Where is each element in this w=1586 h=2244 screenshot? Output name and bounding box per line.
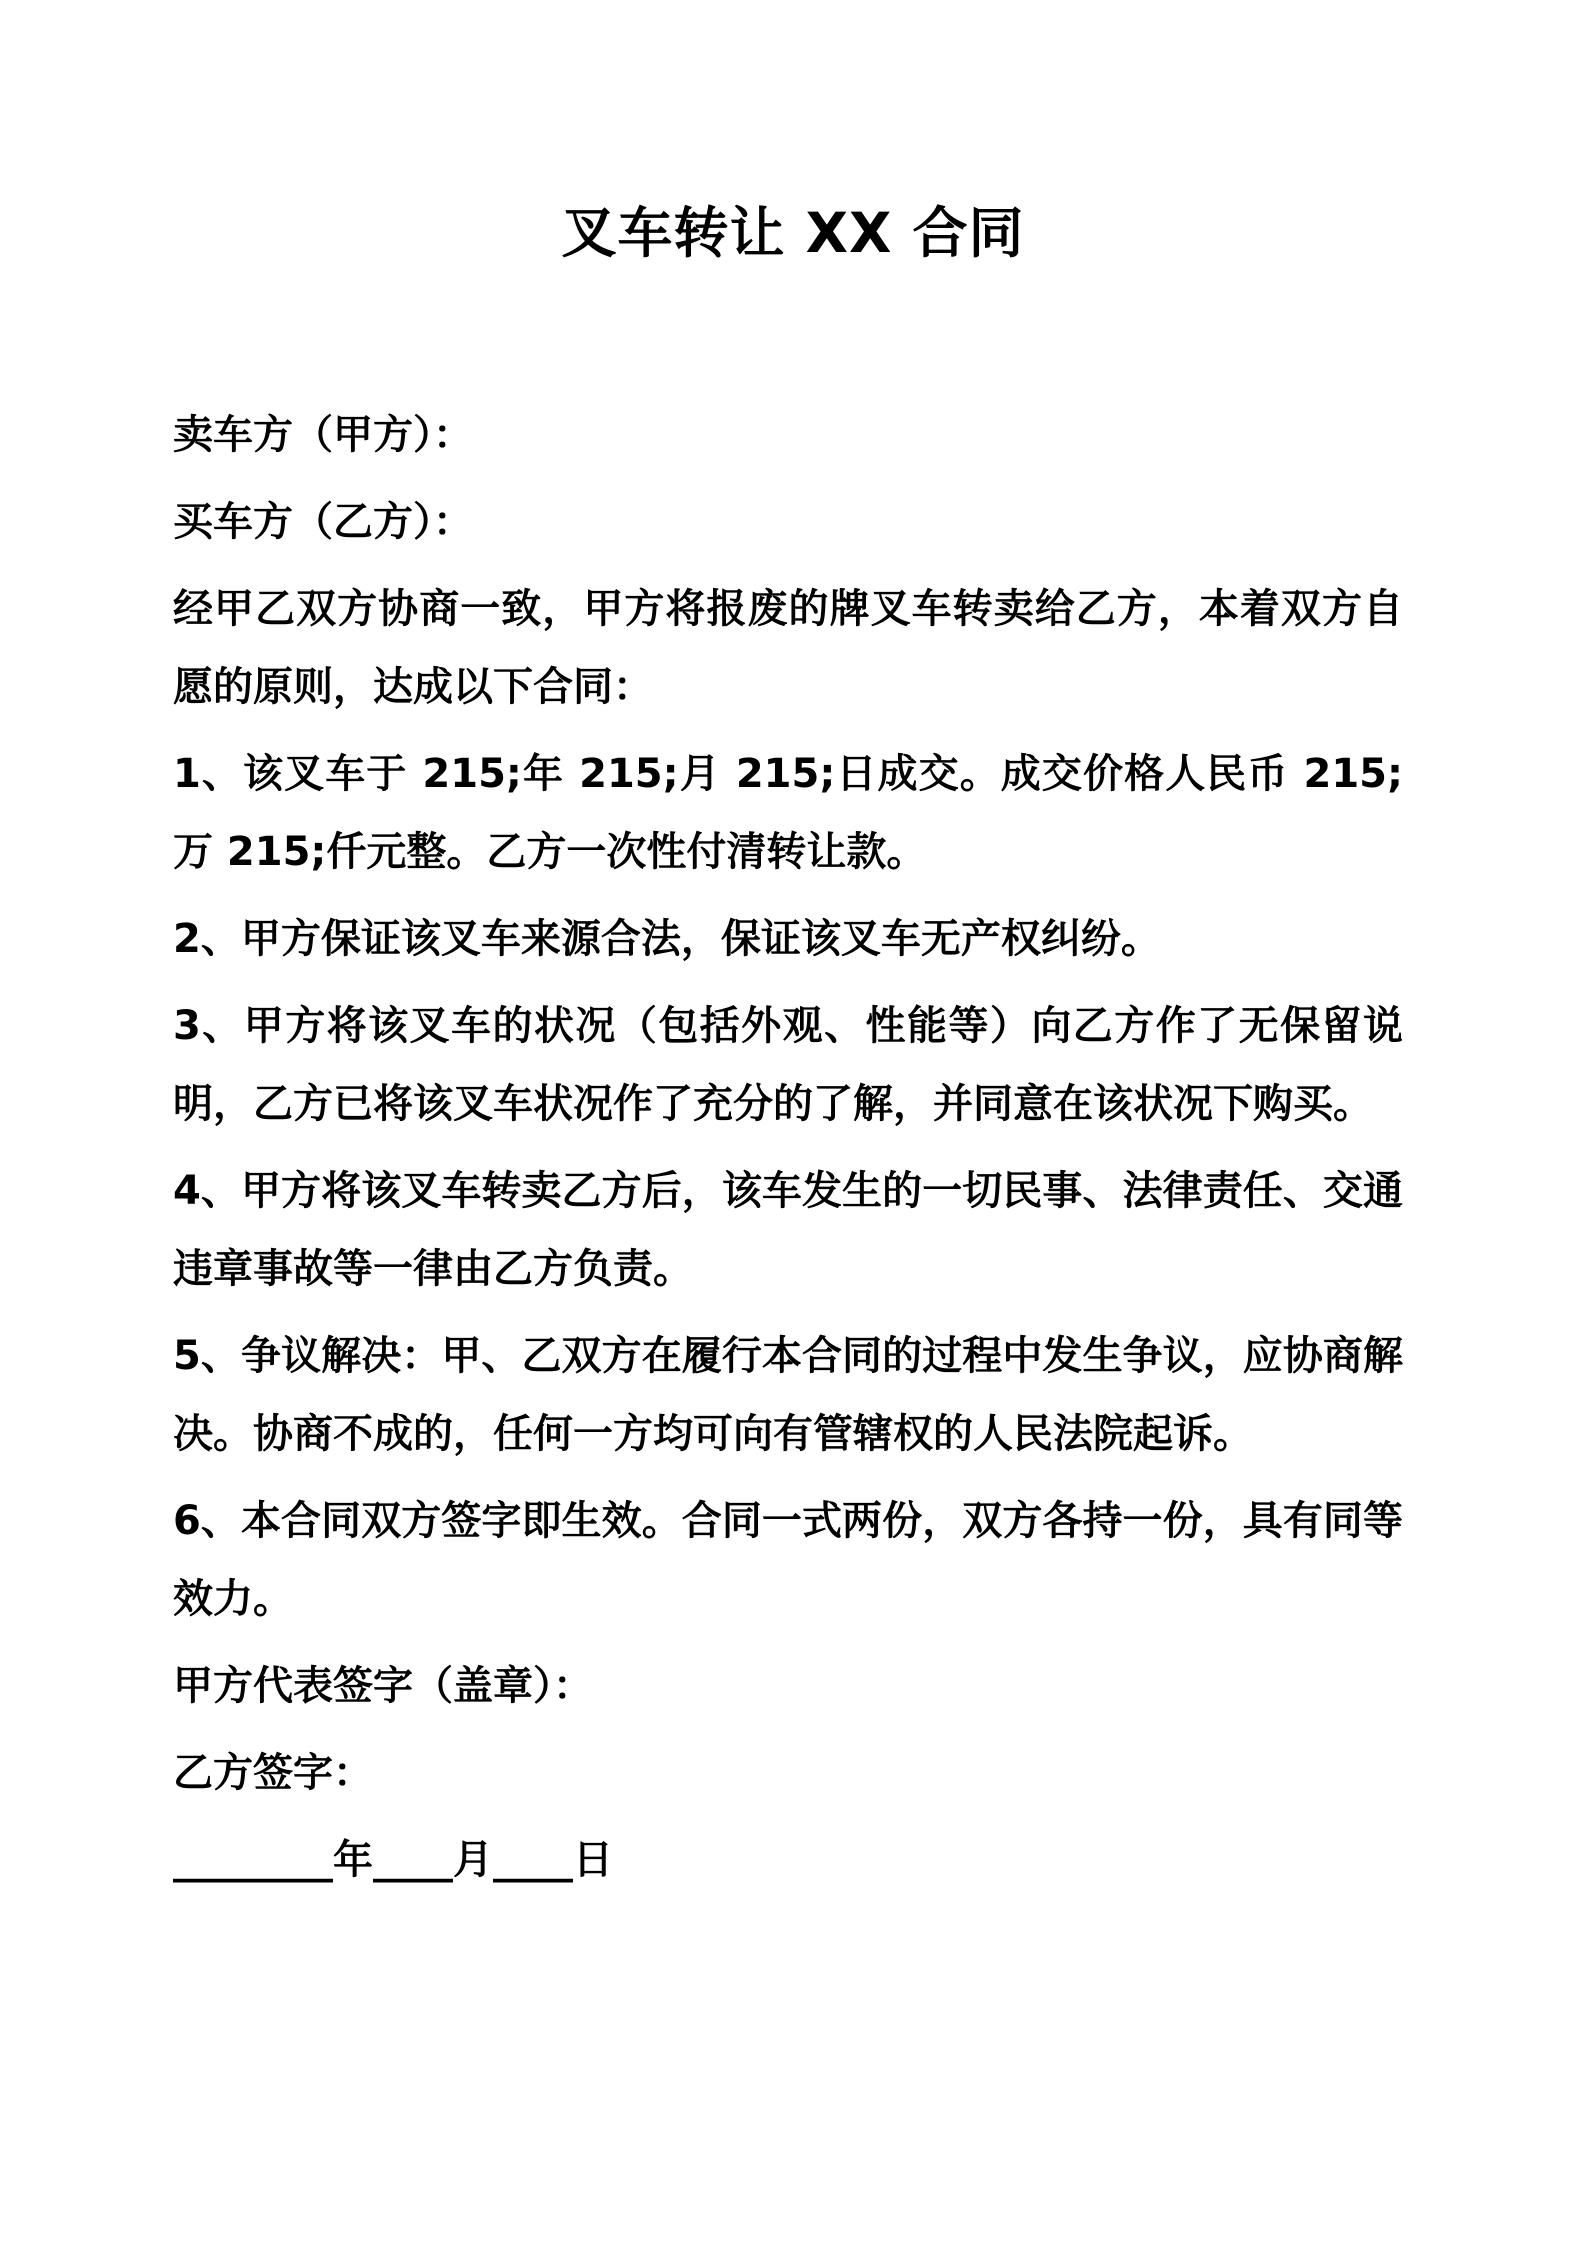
document-title: 叉车转让 XX 合同 bbox=[561, 201, 1025, 265]
clause-6: 6、本合同双方签字即生效。合同一式两份，双方各持一份，具有同等效力。 bbox=[173, 1498, 1403, 1622]
clause-3: 3、甲方将该叉车的状况（包括外观、性能等）向乙方作了无保留说明，乙方已将该叉车状况作了充分的了解，并同意在该状况下购买。 bbox=[173, 1003, 1403, 1127]
party-a-line: 卖车方（甲方）： bbox=[173, 412, 473, 458]
date-line: ________年____月____日 bbox=[173, 1837, 613, 1883]
clause-4: 4、甲方将该叉车转卖乙方后，该车发生的一切民事、法律责任、交通违章事故等一律由乙方负责。 bbox=[173, 1168, 1403, 1292]
document-body bbox=[173, 396, 1403, 1899]
party-a-signature-line: 甲方代表签字（盖章）： bbox=[173, 1663, 593, 1709]
clause-1: 1、该叉车于 215;年 215;月 215;日成交。成交价格人民币 215;万 215;仟元整。乙方一次性付清转让款。 bbox=[173, 751, 1403, 875]
intro-paragraph: 经甲乙双方协商一致，甲方将报废的牌叉车转卖给乙方，本着双方自愿的原则，达成以下合同： bbox=[173, 586, 1403, 710]
party-b-signature-line: 乙方签字： bbox=[173, 1750, 373, 1796]
clause-5: 5、争议解决：甲、乙双方在履行本合同的过程中发生争议，应协商解决。协商不成的，任何一方均可向有管辖权的人民法院起诉。 bbox=[173, 1333, 1403, 1457]
party-b-line: 买车方（乙方）： bbox=[173, 499, 473, 545]
clause-2: 2、甲方保证该叉车来源合法，保证该叉车无产权纠纷。 bbox=[173, 916, 1161, 962]
